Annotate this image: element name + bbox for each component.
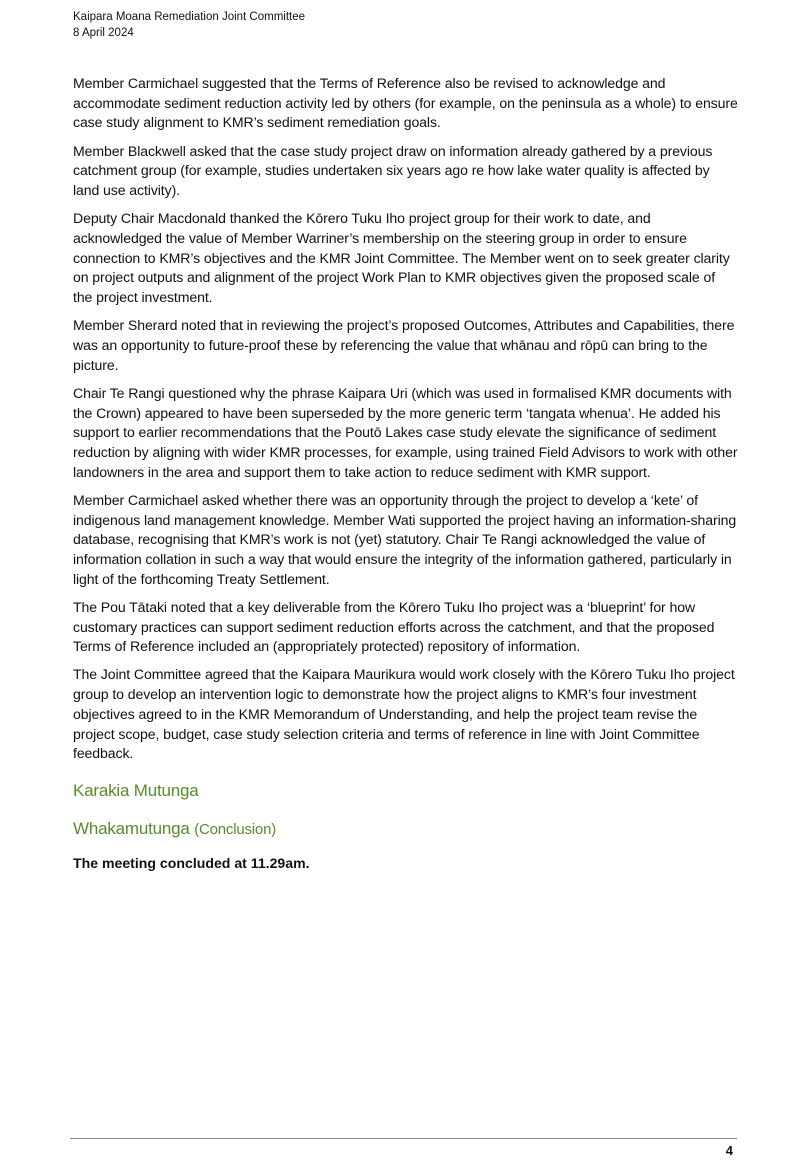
committee-name: Kaipara Moana Remediation Joint Committee	[73, 11, 306, 23]
minutes-body	[73, 74, 738, 888]
footer-divider	[70, 1138, 737, 1139]
paragraph-sherard: Member Sherard noted that in reviewing the project’s proposed Outcomes, Attributes and Capabilities, there was an opportunity to future-proof these by referencing the value that whānau and rōpū can bring to the picture.	[73, 317, 735, 373]
heading-karakia-mutunga: Karakia Mutunga	[73, 781, 199, 800]
page-number: 4	[725, 1143, 733, 1158]
paragraph-carmichael-terms: Member Carmichael suggested that the Terms of Reference also be revised to acknowledge and accommodate sediment reduction activity led by others (for example, on the peninsula as a whole) to ensure case study alignment to KMR’s sediment remediation goals.	[73, 75, 738, 131]
paragraph-joint-committee-agreed: The Joint Committee agreed that the Kaipara Maurikura would work closely with the Kōrero Tuku Iho project group to develop an intervention logic to demonstrate how the project aligns to KMR’s four investment objectives agreed to in the KMR Memorandum of Understanding, and help the project team revise the project scope, budget, case study selection criteria and terms of reference in line with Joint Committee feedback.	[73, 666, 735, 762]
paragraph-deputy-chair-macdonald: Deputy Chair Macdonald thanked the Kōrero Tuku Iho project group for their work to date, and acknowledged the value of Member Warriner’s membership on the steering group in order to ensure connection to KMR’s objectives and the KMR Joint Committee. The Member went on to seek greater clarity on project outputs and alignment of the project Work Plan to KMR objectives given the proposed scale of the project investment.	[73, 210, 730, 306]
page-header	[73, 9, 305, 41]
heading-whakamutunga	[73, 818, 738, 841]
paragraph-chair-te-rangi: Chair Te Rangi questioned why the phrase Kaipara Uri (which was used in formalised KMR documents with the Crown) appeared to have been superseded by the more generic term ‘tangata whenua’. He added his support to earlier recommendations that the Poutō Lakes case study elevate the significance of sediment reduction by aligning with wider KMR processes, for example, using trained Field Advisors to work with other landowners in the area and support them to take action to reduce sediment with KMR support.	[73, 384, 738, 480]
meeting-date: 8 April 2024	[73, 27, 134, 39]
closing-statement: The meeting concluded at 11.29am.	[73, 855, 310, 871]
paragraph-blackwell: Member Blackwell asked that the case study project draw on information already gathered by a previous catchment group (for example, studies undertaken six years ago re how lake water quality is affected by land use activity).	[73, 142, 713, 199]
heading-conclusion-paren: (Conclusion)	[194, 821, 277, 838]
paragraph-pou-tataki: The Pou Tātaki noted that a key deliverable from the Kōrero Tuku Iho project was a ‘blueprint’ for how customary practices can support sediment reduction efforts across the catchment, and that the proposed Terms of Reference included an (appropriately protected) repository of information.	[73, 598, 715, 655]
paragraph-carmichael-kete: Member Carmichael asked whether there was an opportunity through the project to develop a ‘kete’ of indigenous land management knowledge. Member Wati supported the project having an information-sharing database, recognising that KMR’s work is not (yet) statutory. Chair Te Rangi acknowledged the value of information collation in such a way that would ensure the integrity of the information gathered, particularly in light of the forthcoming Treaty Settlement.	[73, 491, 737, 587]
heading-whakamutunga-main: Whakamutunga	[73, 819, 190, 838]
